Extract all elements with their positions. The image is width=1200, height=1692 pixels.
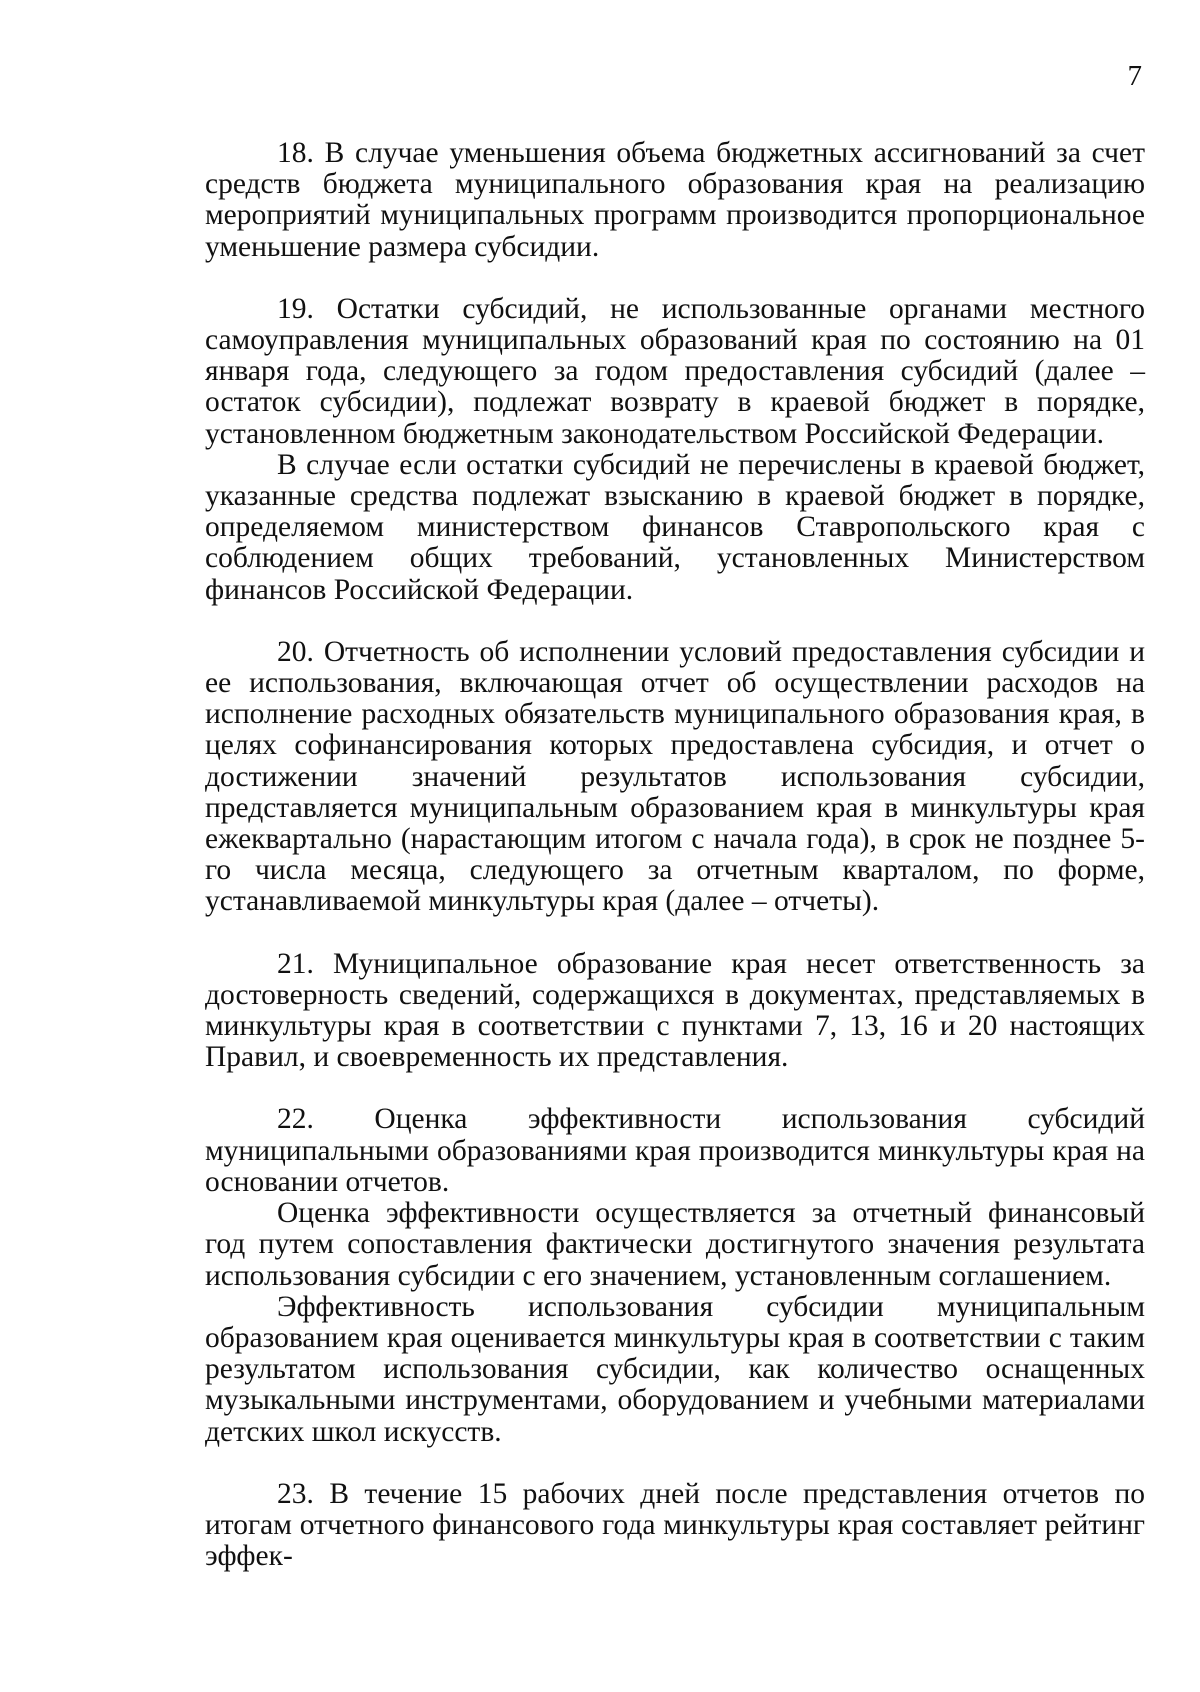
clause-18	[205, 138, 1145, 263]
paragraph: 19. Остатки субсидий, не использованные органами местного самоуправления муниципальных образований края по состоянию на 01 января года, следующего за годом предоставления субсидий (далее – остаток субсидии), подлежат возврату в краевой бюджет в порядке, установленном бюджетным законодательством Российской Федерации.	[205, 292, 1145, 450]
paragraph: В случае если остатки субсидий не перечислены в краевой бюджет, указанные средства подлежат взысканию в краевой бюджет в порядке, определяемом министерством финансов Ставропольского края с соблюдением общих требований, установленных Министерством финансов Российской Федерации.	[205, 448, 1145, 606]
document-body	[205, 138, 1145, 1572]
paragraph: 23. В течение 15 рабочих дней после представления отчетов по итогам отчетного финансового года минкультуры края составляет рейтинг эффек-	[205, 1477, 1145, 1573]
paragraph: Эффективность использования субсидии муниципальным образованием края оценивается минкультуры края в соответствии с таким результатом использования субсидии, как количество оснащенных музыкальными инструментами, оборудованием и учебными материалами детских школ искусств.	[205, 1290, 1145, 1448]
paragraph: 22. Оценка эффективности использования субсидий муниципальными образованиями края производится минкультуры края на основании отчетов.	[205, 1103, 1145, 1198]
clause-21	[205, 949, 1145, 1074]
paragraph: 21. Муниципальное образование края несет ответственность за достоверность сведений, содержащихся в документах, представляемых в минкультуры края в соответствии с пунктами 7, 13, 16 и 20 настоящих Правил, и своевременность их представления.	[205, 947, 1145, 1074]
page-number: 7	[1127, 60, 1142, 92]
clause-22	[205, 1104, 1145, 1447]
clause-19	[205, 294, 1145, 606]
paragraph: 18. В случае уменьшения объема бюджетных ассигнований за счет средств бюджета муниципального образования края на реализацию мероприятий муниципальных программ производится пропорциональное уменьшение размера субсидии.	[205, 137, 1145, 263]
clause-23	[205, 1479, 1145, 1573]
paragraph: 20. Отчетность об исполнении условий предоставления субсидии и ее использования, включающая отчет об осуществлении расходов на исполнение расходных обязательств муниципального образования края, в целях софинансирования которых предоставлена субсидия, и отчет о достижении значений результатов использования субсидии, представляется муниципальным образованием края в минкультуры края ежеквартально (нарастающим итогом с начала года), в срок не позднее 5-го числа месяца, следующего за отчетным кварталом, по форме, устанавливаемой минкультуры края (далее – отчеты).	[205, 635, 1145, 918]
paragraph: Оценка эффективности осуществляется за отчетный финансовый год путем сопоставления фактически достигнутого значения результата использования субсидии с его значением, установленным соглашением.	[205, 1197, 1145, 1292]
clause-20	[205, 637, 1145, 918]
